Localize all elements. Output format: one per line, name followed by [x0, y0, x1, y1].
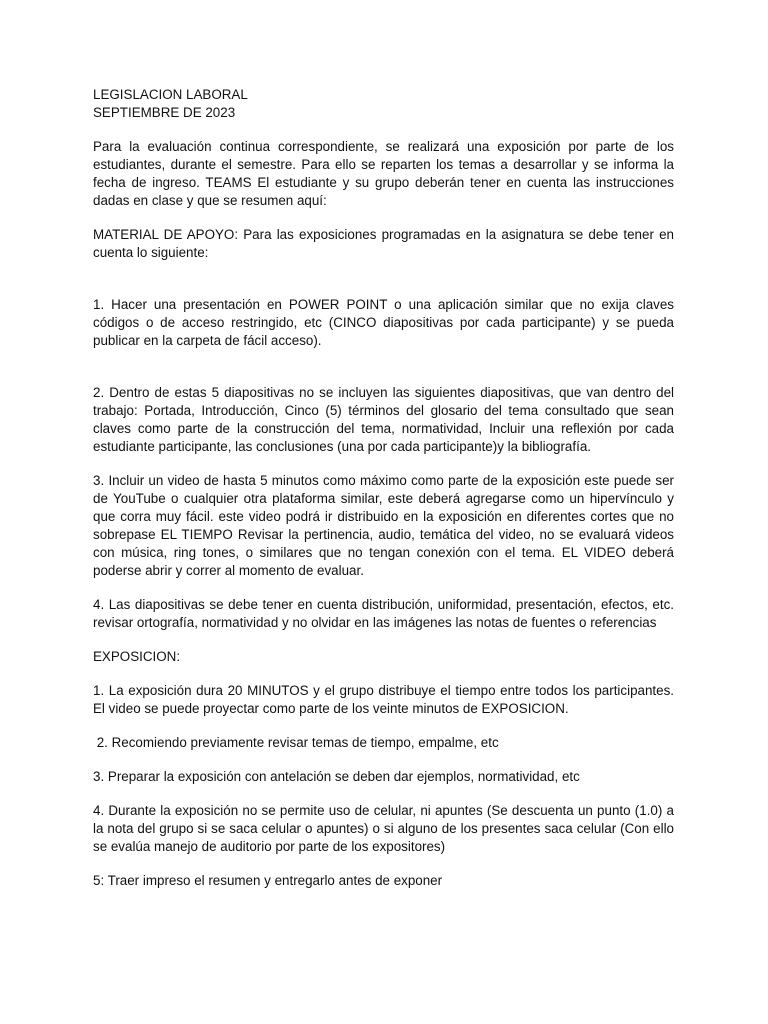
material-item-2: 2. Dentro de estas 5 diapositivas no se incluyen las siguientes diapositivas, que van dentro del trabajo: Portada, Introducción, Cinco (5) términos del glosario del tema consultado que sean claves como parte de la construcción del tema, normatividad, Incluir una reflexión por cada estudiante participante, las conclusiones (una por cada participante)y la bibliografía. — [93, 385, 674, 454]
intro-paragraph: Para la evaluación continua correspondiente, se realizará una exposición por parte de los estudiantes, durante el semestre. Para ello se reparten los temas a desarrollar y se informa la fecha de ingreso. TEAMS El estudiante y su grupo deberán tener en cuenta las instrucciones dadas en clase y que se resumen aquí: — [93, 139, 674, 208]
exposicion-item-2: 2. Recomiendo previamente revisar temas de tiempo, empalme, etc — [93, 735, 499, 750]
exposicion-item-5: 5: Traer impreso el resumen y entregarlo antes de exponer — [93, 873, 443, 888]
material-item-3: 3. Incluir un video de hasta 5 minutos como máximo como parte de la exposición este puede ser de YouTube o cualquier otra plataforma similar, este deberá agregarse como un hipervínculo y que corra muy fácil. este video podrá ir distribuido en la exposición en diferentes cortes que no sobrepase EL TIEMPO Revisar la pertinencia, audio, temática del video, no se evaluará videos con música, ring tones, o similares que no tengan conexión con el tema. EL VIDEO deberá poderse abrir y correr al momento de evaluar. — [93, 473, 674, 578]
document-date: SEPTIEMBRE DE 2023 — [93, 105, 236, 120]
material-item-1: 1. Hacer una presentación en POWER POINT o una aplicación similar que no exija claves códigos o de acceso restringido, etc (CINCO diapositivas por cada participante) y se pueda publicar en la carpeta de fácil acceso). — [93, 297, 674, 348]
document-page — [93, 86, 674, 890]
document-header — [93, 86, 674, 122]
exposicion-heading: EXPOSICION: — [93, 649, 181, 664]
document-title: LEGISLACION LABORAL — [93, 87, 248, 102]
material-intro-paragraph: MATERIAL DE APOYO: Para las exposiciones programadas en la asignatura se debe tener en cuenta lo siguiente: — [93, 227, 674, 260]
exposicion-item-3: 3. Preparar la exposición con antelación se deben dar ejemplos, normatividad, etc — [93, 769, 580, 784]
exposicion-item-1: 1. La exposición dura 20 MINUTOS y el grupo distribuye el tiempo entre todos los participantes. El video se puede proyectar como parte de los veinte minutos de EXPOSICION. — [93, 683, 674, 716]
material-item-4: 4. Las diapositivas se debe tener en cuenta distribución, uniformidad, presentación, efectos, etc. revisar ortografía, normatividad y no olvidar en las imágenes las notas de fuentes o referencias — [93, 597, 674, 630]
exposicion-item-4: 4. Durante la exposición no se permite uso de celular, ni apuntes (Se descuenta un punto (1.0) a la nota del grupo si se saca celular o apuntes) o si alguno de los presentes saca celular (Con ello se evalúa manejo de auditorio por parte de los expositores) — [93, 803, 674, 854]
